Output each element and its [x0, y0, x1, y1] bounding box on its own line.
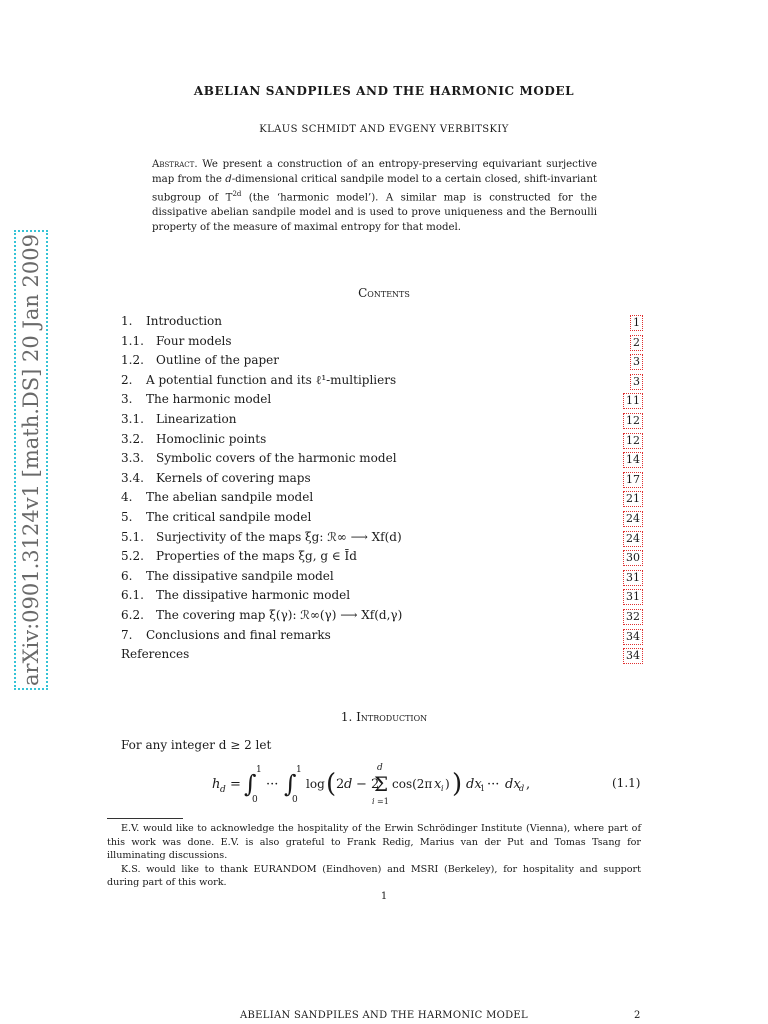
toc-entry-page-link[interactable]: 2: [630, 335, 643, 351]
toc-entry-page-link[interactable]: 31: [623, 589, 643, 605]
paper-authors: KLAUS SCHMIDT AND EVGENY VERBITSKIY: [259, 124, 509, 135]
svg-text:Σ: Σ: [374, 772, 389, 796]
toc-entry-page-link[interactable]: 21: [623, 491, 643, 507]
toc-entry-page-link[interactable]: 24: [623, 511, 643, 527]
svg-text:1: 1: [480, 784, 486, 793]
toc-entry[interactable]: [121, 626, 643, 646]
svg-text:=: =: [230, 777, 241, 792]
toc-entry-number: 5.2.: [121, 549, 144, 564]
toc-entry-title: Introduction: [146, 314, 222, 328]
toc-entry-number: 1.2.: [121, 353, 144, 368]
toc-entry-page-link[interactable]: 3: [630, 354, 643, 370]
toc-entry-title: The covering map ξ(γ): ℛ∞(γ) ⟶ Xf(d,γ): [156, 607, 403, 622]
next-page-number: 2: [634, 1010, 641, 1021]
svg-text:dx: dx: [505, 777, 521, 792]
footnote-ev: E.V. would like to acknowledge the hospitality of the Erwin Schrödinger Institute (Vienna), where part of this work was done. E.V. is also grateful to Frank Redig, Marius van der Put and Tomas Tsang for illuminating discussions.: [107, 823, 641, 862]
section-title: Introduction: [356, 710, 428, 724]
abstract-text-3: (the ‘harmonic model’). A similar map is constructed for the dissipative abelian sandpile model and is used to prove uniqueness and the Bernoulli property of the measure of maximal entropy for that model.: [152, 192, 597, 234]
svg-text:=1: =1: [377, 797, 389, 806]
toc-entry[interactable]: [121, 508, 643, 528]
svg-text:log: log: [306, 777, 325, 791]
paper-title: ABELIAN SANDPILES AND THE HARMONIC MODEL: [193, 84, 575, 98]
toc-entry-number: 6.2.: [121, 607, 144, 622]
arxiv-stamp-text: arXiv:0901.3124v1 [math.DS] 20 Jan 2009: [19, 234, 43, 686]
svg-text:i: i: [372, 797, 375, 806]
toc-entry-title: Kernels of covering maps: [156, 470, 311, 485]
abstract: [152, 157, 597, 235]
toc-entry[interactable]: [121, 332, 643, 352]
svg-text:0: 0: [252, 795, 258, 805]
toc-entry-title: Four models: [156, 333, 232, 348]
toc-entry-page-link[interactable]: 11: [623, 393, 643, 409]
toc-entry-number: 6.1.: [121, 588, 144, 603]
svg-text:···: ···: [487, 777, 500, 792]
svg-text:cos(2π: cos(2π: [392, 777, 433, 791]
svg-text:d: d: [220, 785, 226, 795]
svg-text:∫: ∫: [284, 770, 297, 798]
toc-entry[interactable]: [121, 351, 643, 371]
svg-text:x: x: [434, 777, 442, 792]
toc-entry-number: 1.: [121, 314, 133, 328]
svg-text:1: 1: [296, 765, 302, 775]
svg-text:): ): [445, 777, 450, 791]
abstract-exponent: 2d: [232, 190, 242, 198]
toc-entry[interactable]: [121, 547, 643, 567]
toc-entry[interactable]: [121, 488, 643, 508]
abstract-torus: T: [225, 192, 233, 204]
svg-text:0: 0: [292, 795, 298, 805]
toc-entry-title: Surjectivity of the maps ξg: ℛ∞ ⟶ Xf(d): [156, 529, 402, 544]
toc-entry-page-link[interactable]: 12: [623, 413, 643, 429]
toc-entry[interactable]: [121, 606, 643, 626]
toc-entry[interactable]: [121, 390, 643, 410]
svg-text:d: d: [377, 763, 383, 773]
toc-entry-title: The critical sandpile model: [146, 509, 312, 524]
svg-text:2: 2: [336, 777, 345, 792]
toc-entry[interactable]: [121, 567, 643, 587]
abstract-text-2: -dimensional critical sandpile model to a certain closed, shift-invariant subgroup of: [152, 174, 597, 204]
toc-entry-number: 3.3.: [121, 451, 144, 466]
toc-entry-title: The dissipative sandpile model: [146, 568, 334, 583]
svg-text:d: d: [344, 777, 353, 792]
toc-entry-page-link[interactable]: 31: [623, 570, 643, 586]
toc-entry-title: Linearization: [156, 411, 237, 426]
toc-entry[interactable]: [121, 645, 643, 665]
toc-entry[interactable]: [121, 528, 643, 548]
toc-entry-page-link[interactable]: 34: [623, 629, 643, 645]
footnotes: [107, 822, 641, 890]
toc-entry-page-link[interactable]: 24: [623, 531, 643, 547]
equation-number: (1.1): [612, 776, 641, 790]
toc-entry-page-link[interactable]: 3: [630, 374, 643, 390]
svg-text:): ): [452, 769, 463, 799]
section-number: 1.: [340, 710, 353, 724]
svg-text:∫: ∫: [244, 770, 257, 798]
toc-entry-title: References: [121, 647, 190, 662]
toc-entry-title: Homoclinic points: [156, 431, 267, 446]
toc-entry-title: Symbolic covers of the harmonic model: [156, 451, 397, 466]
running-header: ABELIAN SANDPILES AND THE HARMONIC MODEL: [240, 1010, 528, 1021]
contents-heading: Contents: [358, 286, 410, 300]
toc-entry-number: 7.: [121, 627, 133, 642]
toc-entry[interactable]: [121, 586, 643, 606]
toc-entry-title: Outline of the paper: [156, 353, 280, 368]
toc-entry-page-link[interactable]: 17: [623, 472, 643, 488]
toc-entry-number: 2.: [121, 372, 133, 387]
toc-entry-page-link[interactable]: 32: [623, 609, 643, 625]
toc-entry-number: 5.1.: [121, 529, 144, 544]
svg-text:(: (: [326, 769, 337, 799]
toc-entry-page-link[interactable]: 30: [623, 550, 643, 566]
equation-1-1: [212, 758, 552, 812]
abstract-text-1: We present a construction of an entropy-preserving equivariant surjective map from the: [152, 159, 597, 185]
svg-text:d: d: [519, 784, 525, 793]
toc-entry-number: 3.4.: [121, 470, 144, 485]
table-of-contents: [121, 312, 643, 665]
toc-entry-number: 6.: [121, 568, 133, 583]
toc-entry[interactable]: [121, 312, 643, 332]
toc-entry-title: The dissipative harmonic model: [156, 588, 351, 603]
footnote-divider: [107, 818, 183, 819]
toc-entry-number: 5.: [121, 509, 133, 524]
toc-entry[interactable]: [121, 371, 643, 391]
page-number: 1: [380, 891, 388, 902]
abstract-d: d: [225, 174, 232, 185]
toc-entry[interactable]: [121, 469, 643, 489]
svg-text:dx: dx: [466, 777, 482, 792]
section-heading: [0, 710, 768, 724]
toc-entry-number: 4.: [121, 490, 133, 505]
toc-entry-number: 3.2.: [121, 431, 144, 446]
svg-text:i: i: [441, 784, 444, 793]
svg-text:− 2: − 2: [356, 777, 380, 792]
abstract-label: Abstract.: [152, 159, 198, 170]
toc-entry-page-link[interactable]: 1: [630, 315, 643, 331]
toc-entry[interactable]: [121, 449, 643, 469]
toc-entry[interactable]: [121, 430, 643, 450]
toc-entry-title: Properties of the maps ξg, g ∈ Īd: [156, 549, 357, 564]
toc-entry-title: Conclusions and final remarks: [146, 627, 331, 642]
toc-entry-title: The abelian sandpile model: [146, 490, 314, 505]
toc-entry-page-link[interactable]: 14: [623, 452, 643, 468]
toc-entry-number: 3.: [121, 392, 133, 407]
svg-text:1: 1: [256, 765, 262, 775]
toc-entry-page-link[interactable]: 34: [623, 648, 643, 664]
toc-entry-number: 3.1.: [121, 411, 144, 426]
svg-text:···: ···: [266, 777, 279, 792]
svg-text:,: ,: [526, 777, 531, 792]
toc-entry[interactable]: [121, 410, 643, 430]
footnote-ks: K.S. would like to thank EURANDOM (Eindhoven) and MSRI (Berkeley), for hospitality and support during part of this work.: [107, 863, 641, 889]
toc-entry-page-link[interactable]: 12: [623, 433, 643, 449]
toc-entry-number: 1.1.: [121, 333, 144, 348]
toc-entry-title: A potential function and its ℓ¹-multipliers: [146, 372, 397, 387]
intro-text: For any integer d ≥ 2 let: [121, 738, 272, 752]
svg-text:h: h: [212, 777, 221, 792]
toc-entry-title: The harmonic model: [146, 392, 272, 407]
